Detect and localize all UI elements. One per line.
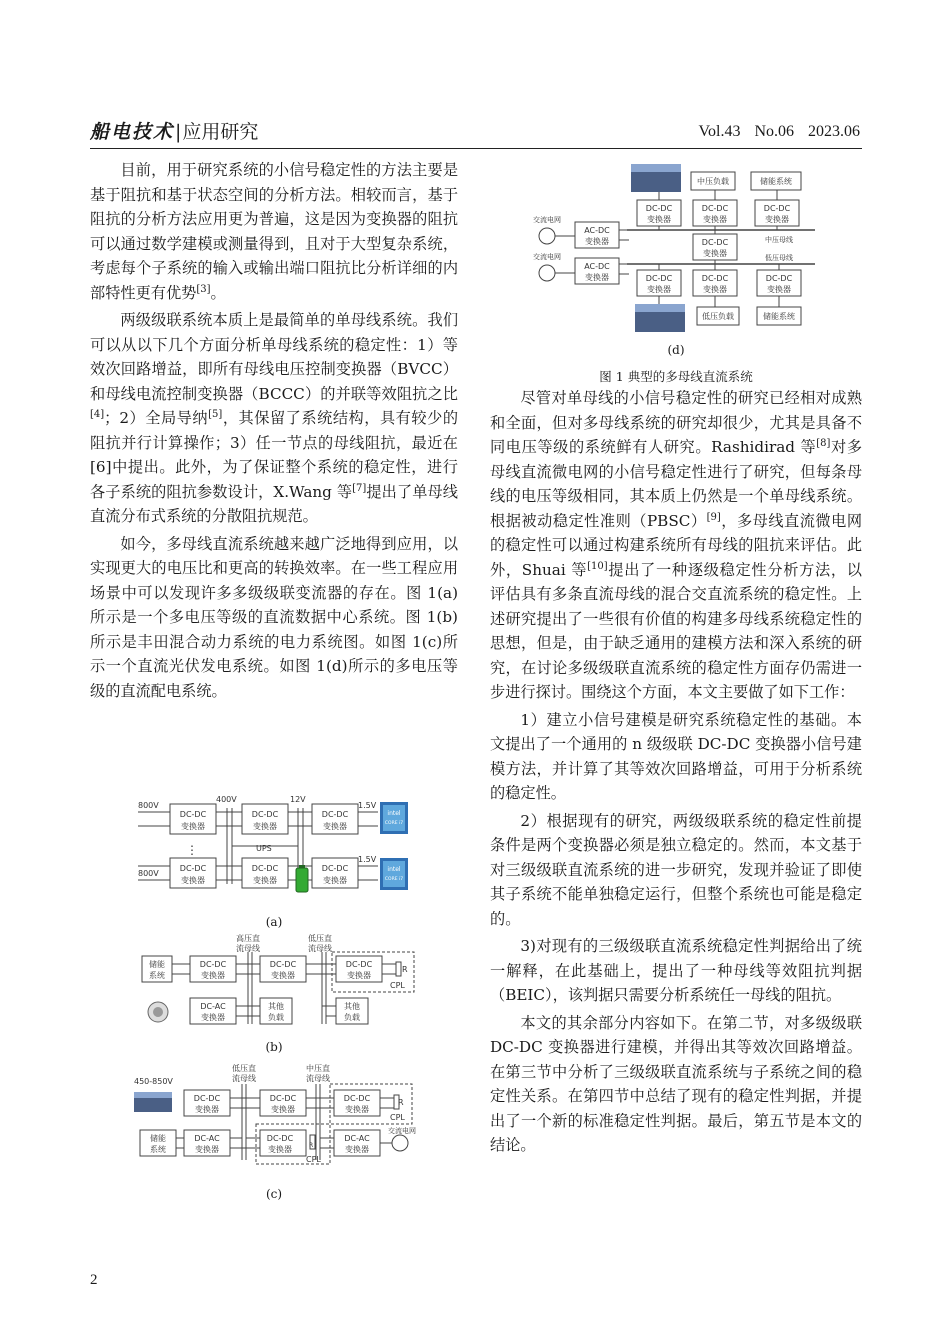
svg-text:AC-DC: AC-DC bbox=[584, 262, 610, 271]
svg-text:变换器: 变换器 bbox=[195, 1105, 219, 1114]
citation: [9] bbox=[706, 511, 721, 523]
svg-text:中压直: 中压直 bbox=[306, 1064, 330, 1073]
citation: [7] bbox=[352, 482, 367, 494]
svg-text:其他: 其他 bbox=[268, 1002, 284, 1011]
svg-text:中压母线: 中压母线 bbox=[765, 236, 793, 244]
svg-text:低压负载: 低压负载 bbox=[702, 312, 734, 321]
svg-text:储能: 储能 bbox=[149, 960, 165, 969]
svg-text:变换器: 变换器 bbox=[201, 971, 225, 980]
solar-panel-icon bbox=[631, 164, 681, 192]
voltage-label: 800V bbox=[138, 869, 159, 878]
voltage-label: 800V bbox=[138, 801, 159, 810]
solar-panel-icon bbox=[134, 1092, 172, 1112]
svg-text:变换器: 变换器 bbox=[647, 215, 671, 224]
figure-1a bbox=[130, 796, 420, 900]
svg-text:DC-DC: DC-DC bbox=[193, 1094, 221, 1103]
voltage-label: 12V bbox=[290, 796, 306, 804]
right-column bbox=[490, 386, 862, 1158]
svg-text:其他: 其他 bbox=[344, 1002, 360, 1011]
paragraph: 尽管对单母线的小信号稳定性的研究已经相对成熟和全面，但对多母线系统的研究却很少，尤其是具备不同电压等级的系统鲜有人研究。Rashidirad 等[8]对多母线直流微电网的小信号稳定性进行了研究，但每条母线的电压等级相同，其本质上仍然是一个单母线系统。根据被动稳定性准则（PBSC）[9]，多母线直流微电网的稳定性可以通过构建系统所有母线的阻抗来评估。此外，Shuai 等[10]提出了一种逐级稳定性分析方法，以评估具有多条直流母线的混合交直流系统的稳定性。上述研究提出了一些很有价值的构建多母线系统稳定性的思想，但是，由于缺乏通用的建模方法和深入系统的研究，在讨论多级级联直流系统的稳定性方面存仍需进一步进行探讨。围绕这个方面，本文主要做了如下工作： bbox=[490, 389, 863, 701]
ups-label: UPS bbox=[256, 844, 272, 853]
svg-text:CPL: CPL bbox=[390, 981, 405, 990]
svg-text:交流电网: 交流电网 bbox=[533, 253, 561, 261]
svg-text:系统: 系统 bbox=[150, 1145, 166, 1154]
svg-text:DC-DC: DC-DC bbox=[701, 274, 729, 283]
figure-caption: 图 1 典型的多母线直流系统 bbox=[599, 369, 753, 384]
citation: [5] bbox=[208, 408, 223, 420]
battery-icon bbox=[296, 865, 308, 892]
svg-text:R: R bbox=[402, 965, 408, 974]
svg-text:变换器: 变换器 bbox=[767, 285, 791, 294]
solar-panel-icon bbox=[635, 304, 685, 332]
svg-text:变换器: 变换器 bbox=[271, 1105, 295, 1114]
motor-icon bbox=[148, 1002, 168, 1022]
citation: [4] bbox=[90, 408, 105, 420]
svg-text:变换器: 变换器 bbox=[345, 1145, 369, 1154]
svg-text:R: R bbox=[309, 1142, 314, 1149]
svg-text:DC-DC: DC-DC bbox=[343, 1094, 371, 1103]
converter-label: 变换器 bbox=[181, 822, 205, 831]
svg-text:负载: 负载 bbox=[344, 1013, 360, 1022]
svg-text:DC-DC: DC-DC bbox=[199, 960, 227, 969]
paragraph: 本文的其余部分内容如下。在第二节，对多级级联 DC-DC 变换器进行建模，并得出其等效次回路增益。在第三节中分析了三级级联直流系统与子系统之间的稳定性关系。在第四节中总结了现有的稳定性判据，并提出了一个新的标准稳定性判据。最后，第五节是本文的结论。 bbox=[490, 1013, 862, 1154]
svg-text:变换器: 变换器 bbox=[195, 1145, 219, 1154]
svg-text:系统: 系统 bbox=[149, 971, 165, 980]
svg-text:DC-DC: DC-DC bbox=[269, 1094, 297, 1103]
svg-text:交流电网: 交流电网 bbox=[533, 216, 561, 224]
svg-text:变换器: 变换器 bbox=[703, 249, 727, 258]
converter-label: 变换器 bbox=[181, 876, 205, 885]
subfigure-label: (a) bbox=[265, 915, 283, 929]
svg-text:DC-DC: DC-DC bbox=[763, 204, 791, 213]
converter-label: DC-DC bbox=[179, 864, 207, 873]
svg-text:DC-AC: DC-AC bbox=[194, 1134, 220, 1143]
svg-text:DC-DC: DC-DC bbox=[345, 960, 373, 969]
svg-text:DC-AC: DC-AC bbox=[200, 1002, 226, 1011]
vdots: ⋮ bbox=[186, 843, 198, 857]
subfigure-label: (b) bbox=[265, 1040, 283, 1054]
svg-text:CPL: CPL bbox=[390, 1113, 405, 1122]
svg-text:CPL: CPL bbox=[306, 1155, 321, 1164]
header-rule bbox=[90, 148, 862, 149]
svg-text:DC-DC: DC-DC bbox=[645, 204, 673, 213]
svg-text:低压直: 低压直 bbox=[232, 1064, 256, 1073]
paragraph: 2）根据现有的研究，两级级联系统的稳定性前提条件是两个变换器必须是独立稳定的。然而，本文基于对三级级联直流系统的进一步研究，发现并验证了即使其子系统不能单独稳定运行，但整个系统也可能是稳定的。 bbox=[490, 811, 862, 928]
svg-text:变换器: 变换器 bbox=[347, 971, 371, 980]
svg-text:变换器: 变换器 bbox=[345, 1105, 369, 1114]
issue-number: No.06 bbox=[754, 123, 794, 140]
svg-text:变换器: 变换器 bbox=[271, 971, 295, 980]
svg-text:DC-DC: DC-DC bbox=[645, 274, 673, 283]
svg-text:变换器: 变换器 bbox=[585, 237, 609, 246]
converter-label: 变换器 bbox=[323, 822, 347, 831]
left-column bbox=[90, 158, 458, 703]
svg-text:DC-DC: DC-DC bbox=[266, 1134, 294, 1143]
converter-label: DC-DC bbox=[321, 810, 349, 819]
converter-label: 变换器 bbox=[253, 876, 277, 885]
figure-1c bbox=[130, 1062, 430, 1172]
svg-text:流母线: 流母线 bbox=[236, 944, 260, 953]
voltage-label: 400V bbox=[216, 796, 237, 804]
converter-label: 变换器 bbox=[323, 876, 347, 885]
paragraph: 目前，用于研究系统的小信号稳定性的方法主要是基于阻抗和基于状态空间的分析方法。相较而言，基于阻抗的分析方法应用更为普遍，这是因为变换器的阻抗可以通过数学建模或测量得到，且对于大型复杂系统，考虑每个子系统的输入或输出端口阻抗比分析详细的内部特性更有优势[3]。 bbox=[90, 161, 458, 302]
voltage-label: 1.5V bbox=[358, 855, 377, 864]
figure-1d bbox=[525, 160, 835, 335]
svg-text:DC-DC: DC-DC bbox=[269, 960, 297, 969]
page-number: 2 bbox=[90, 1272, 98, 1288]
svg-text:变换器: 变换器 bbox=[647, 285, 671, 294]
svg-text:DC-DC: DC-DC bbox=[701, 238, 729, 247]
svg-text:CORE i7: CORE i7 bbox=[384, 877, 404, 882]
svg-text:450-850V: 450-850V bbox=[134, 1077, 173, 1086]
svg-text:中压负载: 中压负载 bbox=[697, 177, 729, 186]
subfigure-label: (d) bbox=[667, 343, 685, 357]
voltage-label: 1.5V bbox=[358, 801, 377, 810]
running-header-left: 船电技术|应用研究 bbox=[90, 121, 259, 143]
svg-text:变换器: 变换器 bbox=[765, 215, 789, 224]
converter-label: DC-DC bbox=[251, 864, 279, 873]
svg-text:AC-DC: AC-DC bbox=[584, 226, 610, 235]
svg-text:intel: intel bbox=[387, 810, 401, 817]
svg-text:DC-DC: DC-DC bbox=[701, 204, 729, 213]
issue-date: 2023.06 bbox=[808, 123, 860, 140]
section-name: 应用研究 bbox=[182, 121, 259, 143]
svg-text:CORE i7: CORE i7 bbox=[384, 821, 404, 826]
subfigure-label: (c) bbox=[265, 1187, 283, 1201]
svg-text:DC-AC: DC-AC bbox=[344, 1134, 370, 1143]
citation: [3] bbox=[196, 283, 211, 295]
svg-text:变换器: 变换器 bbox=[703, 285, 727, 294]
svg-text:低压直: 低压直 bbox=[308, 934, 332, 943]
svg-text:储能系统: 储能系统 bbox=[763, 312, 795, 321]
citation: [8] bbox=[816, 437, 831, 449]
citation: [10] bbox=[587, 560, 608, 572]
svg-text:交流电网: 交流电网 bbox=[388, 1127, 416, 1135]
paragraph: 两级级联系统本质上是最简单的单母线系统。我们可以从以下几个方面分析单母线系统的稳定性：1）等效次回路增益，即所有母线电压控制变换器（BVCC）和母线电流控制变换器（BCCC）的并联等效阻抗之比[4]；2）全局导纳[5]，其保留了系统结构，具有较少的阻抗并行计算操作；3）任一节点的母线阻抗，最近在[6]中提出。此外，为了保证整个系统的稳定性，进行各子系统的阻抗参数设计，X.Wang 等[7]提出了单母线直流分布式系统的分散阻抗规范。 bbox=[90, 311, 459, 525]
svg-text:负载: 负载 bbox=[268, 1013, 284, 1022]
svg-text:流母线: 流母线 bbox=[306, 1074, 330, 1083]
svg-text:变换器: 变换器 bbox=[268, 1145, 292, 1154]
running-header-right bbox=[685, 123, 861, 141]
converter-label: DC-DC bbox=[251, 810, 279, 819]
svg-text:流母线: 流母线 bbox=[232, 1074, 256, 1083]
cpu-icon bbox=[380, 802, 408, 834]
volume: Vol.43 bbox=[698, 123, 741, 140]
converter-label: DC-DC bbox=[179, 810, 207, 819]
cpu-icon bbox=[380, 858, 408, 890]
figure-1b bbox=[138, 932, 418, 1032]
converter-label: DC-DC bbox=[321, 864, 349, 873]
paragraph: 如今，多母线直流系统越来越广泛地得到应用，以实现更大的电压比和更高的转换效率。在一些工程应用场景中可以发现许多多级级联变流器的存在。图 1(a)所示是一个多电压等级的直流数据中心系统。图 1(b)所示是丰田混合动力系统的电力系统图。如图 1(c)所示一个直流光伏发电系统。如图 1(d)所示的多电压等级的直流配电系统。 bbox=[90, 534, 458, 700]
svg-text:变换器: 变换器 bbox=[703, 215, 727, 224]
paragraph: 3)对现有的三级级联直流系统稳定性判据给出了统一解释，在此基础上，提出了一种母线等效阻抗判据（BEIC），该判据只需要分析系统任一母线的阻抗。 bbox=[490, 937, 862, 1004]
svg-text:高压直: 高压直 bbox=[236, 934, 260, 943]
svg-text:流母线: 流母线 bbox=[308, 944, 332, 953]
svg-text:变换器: 变换器 bbox=[585, 273, 609, 282]
journal-name: 船电技术 bbox=[90, 121, 175, 143]
paragraph: 1）建立小信号建模是研究系统稳定性的基础。本文提出了一个通用的 n 级级联 DC-DC 变换器小信号建模方法，并计算了其等效次回路增益，可用于分析系统的稳定性。 bbox=[490, 710, 862, 802]
svg-text:储能系统: 储能系统 bbox=[760, 177, 792, 186]
converter-label: 变换器 bbox=[253, 822, 277, 831]
svg-text:DC-DC: DC-DC bbox=[765, 274, 793, 283]
svg-text:储能: 储能 bbox=[150, 1134, 166, 1143]
svg-text:intel: intel bbox=[387, 866, 401, 873]
svg-text:变换器: 变换器 bbox=[201, 1013, 225, 1022]
svg-text:低压母线: 低压母线 bbox=[765, 254, 793, 262]
svg-text:R: R bbox=[398, 1098, 404, 1107]
